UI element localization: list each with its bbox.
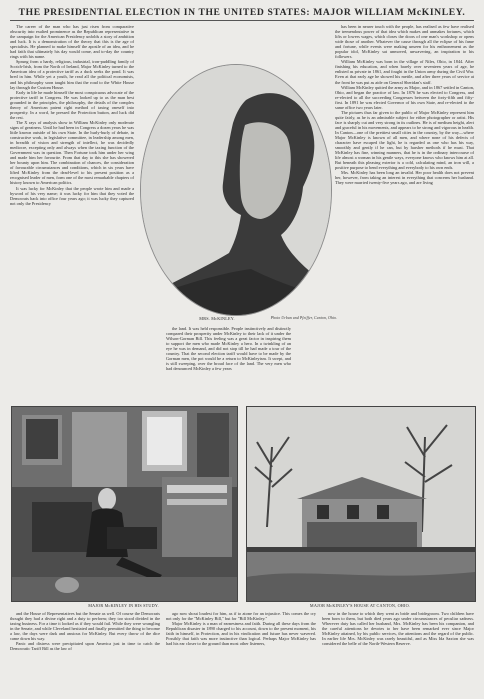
paragraph: Mrs. McKinley has been long an invalid. Her poor health does not prevent her, however, from taking an interest in everything that concerns her husband. They were married twenty-five years ago, and are living: [335, 170, 474, 186]
paragraph: The X rays of analysis show in William McKinley only moderate signs of greatness. Until he had been in Congress a dozen years he was little known outside of his own State. In the hurly-burly of debate, in constructive work, in legislative committee, in leadership among men, in breadth of vision and strength of intellect, he was decidedly mediocre, excepting only and always when the taxing function of the Government was in question. Then Fortune took him under her wing and made him her favourite. From that day to this she has showered her bounty upon him. The combination of chances, the consideration of favourable circumstances and conditions, which in six years have lifted McKinley from the dead-level to his present position as a recognised leader of men, form one of the most remarkable chapters of history known to American politics.: [10, 119, 134, 186]
paragraph: now in the house to which they went as bride and bridegroom. Two children have been born to them, but both died years ago under circumstances of peculiar sadness. Wherever duty has called her husband, Mrs. McKinley has been his companion, and the careful attentions he devotes to her have been remarked ever since Major McKinley attained, by his public services, the attentions and the regard of the public. In earlier life Mrs. McKinley was rarely beautiful, and as Miss Ida Saxton she was considered the belle of the North-Western Reserve.: [322, 611, 474, 647]
bottom-middle-column: [166, 611, 316, 696]
middle-column: [166, 326, 291, 394]
house-photo: [246, 406, 476, 602]
paragraph: and the House of Representatives but the Senate as well. Of course the Democrats thought they had a divine right and a duty to perform; they too stood divided in the taxing business. For a time it looked as if they would fail. While they were wrangling in the Senate, and while Cleveland hesitated and finally permitted the thing to become a law, the days were dark and anxious for McKinley. But every throw of the dice came down his way.: [10, 611, 160, 642]
house-caption: MAJOR McKINLEY'S HOUSE AT CANTON, OHIO.: [309, 603, 411, 608]
portrait-caption: MRS. McKINLEY.: [199, 316, 235, 321]
paragraph: Sprung from a hardy, religious, industrial, iron-puddling family of Scotch-Irish, from the North of Ireland, Major McKinley turned to the American idea of a protective tariff as a duck seeks the pond. It was bred in him. While yet a youth, he read all the political economists, and his philosophy soon taught him that the road to the White House lay through the Custom House.: [10, 59, 134, 90]
paragraph: Major McKinley is a man of earnestness and faith. During all these days from the Republican disaster in 1890 charged to his account, down to the present moment, his faith in himself, in Protection, and in his vindication and future has never wavered. Possibly that faith was more instinctive than logical. Perhaps Major McKinley has had his ear closer to the ground than most other listeners,: [166, 621, 316, 647]
paragraph: Early in life he made himself the most conspicuous advocate of the protective tariff in Congress. He was looked up to as the man best grounded in the principles, the philosophy, the details of the complex theory of American patent right method of taxing oneself into prosperity. In a word, he pressed the Protection button, and luck did the rest.: [10, 89, 134, 120]
left-column: [10, 24, 134, 356]
right-column: [335, 24, 474, 394]
paragraph: The pictures thus far given to the public of Major McKinley represent him quite fairly, as he is an admirable subject for either photographer or artist. His face is sharply cut and very strong in its outlines. He is of medium height, alert and graceful in his movements, and appears to be strong and vigorous in health. In Canton—one of the prettiest small cities in the country, by the way—where Major McKinley is known of all men, and where none of his defects of character have escaped the light, he is regarded as one who has his way, smoothly and gently if he can, but by harsher methods if he must. That McKinley has fine, winning manners, that he is in the ordinary intercourse of life almost a woman in his gentle ways, everyone knows who knows him at all. But beneath this pleasing exterior is a cold, calculating mind, an iron will, a positive purpose to bend everything and everybody to his own ends.: [335, 109, 474, 171]
paragraph: Panic and distress were precipitated upon America just in time to catch the Democratic Tariff Bill as the law of: [10, 641, 160, 652]
paragraph: William McKinley was born in the village of Niles, Ohio, in 1844. After finishing his education, and when barely over seventeen years of age, he enlisted as private in 1861, and fought in the Union army during the Civil War. Even at that early age he showed his mettle, and after three years of service at the front he was put as aide on General Sheridan's staff.: [335, 59, 474, 85]
bottom-left-column: [10, 611, 160, 696]
paragraph: William McKinley quitted the army as Major, and in 1867 settled in Canton, Ohio, and began the practice of law. In 1876 he was elected to Congress, and re-elected to all the succeeding Congresses between the forty-fifth and fifty-first. In 1891 he was elected Governor of his own State, and re-elected to the same office two years later.: [335, 84, 474, 110]
study-photo: [11, 406, 238, 602]
portrait-credit: Photo Urban and Pfeiffer, Canton, Ohio.: [270, 316, 338, 320]
house-image: [247, 407, 475, 601]
paragraph: has been in nearer touch with the people, has realised as few have realised the tremendous power of that idea which makes and unmakes fortunes, which lifts or lowers wages, which closes the doors of one man's workshop or opens wide those of another. Whatever the cause through all the eclipse of his fame and fortune, while events were making unseen for his enthronement as the popular idol, McKinley sat unmoved, unwavering, an inspiration to his followers.: [335, 24, 474, 60]
header-rule: [10, 20, 474, 21]
paragraph: It was lucky for McKinley that the people wrote him and made a byword of his very name; it was lucky for him that they voted the Democrats back into office four years ago; it was lucky they captured not only the Presidency: [10, 185, 134, 206]
portrait-image: [141, 65, 331, 315]
paragraph: ago now shout loudest for him, as if to atone for an injustice. This comes the cry not only for the "McKinley Bill," but for "Bill McKinley.": [166, 611, 316, 622]
bottom-right-column: [322, 611, 474, 696]
paragraph: the land. It was held responsible. People instinctively and distinctly compared their prosperity under McKinley to their lack of it under the Wilson-Gorman Bill. This feeling was a great factor in inspiring them to support the men who made McKinley a hero. In a twinkling of an eye he was in demand, and did not stop till he had made a tour of the country. That the second election tariff would have to be made by the Gorman men, the pot would be a return to McKinleyism. It swept, and is still sweeping, over the broad face of the land. The very men who had denounced McKinley a few years: [166, 326, 291, 372]
paragraph: The career of the man who has just risen from comparative obscurity into exalted prominence as the Republican representative in the campaign for the American Presidency unfolds a story of ambition and luck. It is a demonstration of the theory that this is the age of specialists. He planned to make himself the apostle of an idea, and he had faith that ultimately his day would come, and to-day the country rings with his name.: [10, 24, 134, 60]
portrait-photo: [140, 64, 332, 316]
study-image: [12, 407, 237, 601]
study-caption: MAJOR McKINLEY IN HIS STUDY.: [88, 603, 159, 608]
page-title: THE PRESIDENTIAL ELECTION IN THE UNITED STATES: MAJOR WILLIAM McKINLEY.: [18, 7, 466, 18]
